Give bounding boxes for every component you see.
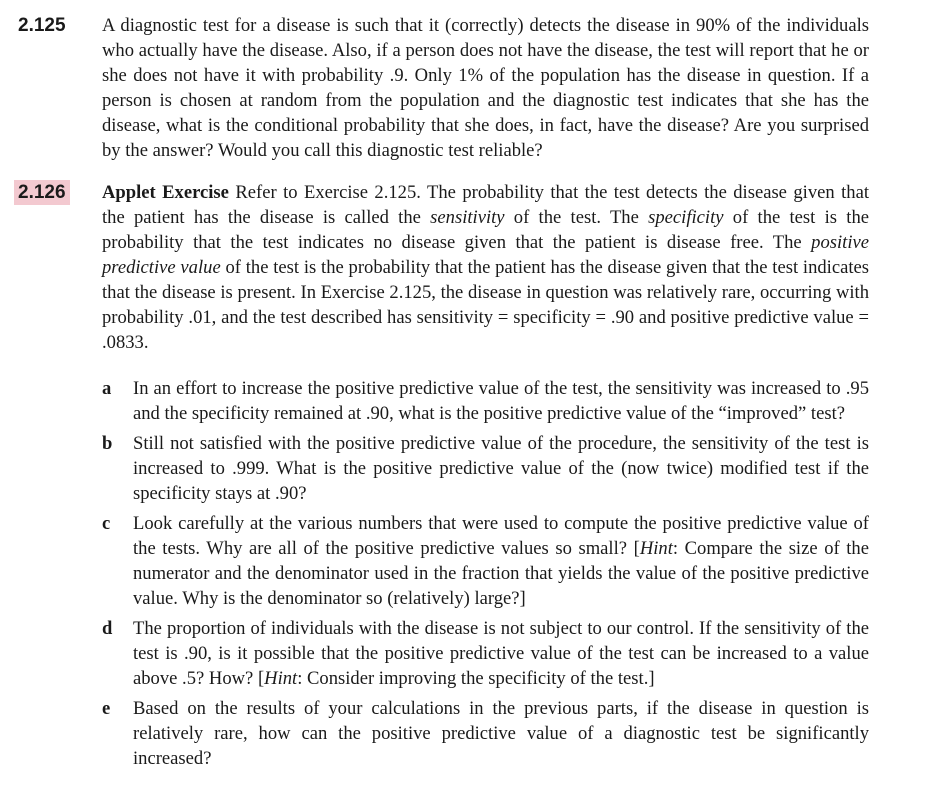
hint-label: Hint [639,538,673,559]
exercise-intro [102,180,869,355]
part-e [0,696,940,771]
part-letter: a [102,378,112,399]
applet-exercise-title: Applet Exercise [102,182,229,203]
exercise-parts [0,376,940,776]
part-a [0,376,940,426]
part-letter: c [102,513,111,534]
part-text-segment: Look carefully at the various numbers that were used to compute the positive predictive value of the tests. Why are all of the positive predictive values so small? [ [133,513,869,559]
part-text [133,511,869,611]
intro-text: of the test. The [504,207,649,228]
exercise-number: 2.125 [18,15,66,36]
part-c [0,511,940,611]
intro-text: of the test is the probability that the test indicates no disease given that the patient is disease free. The [102,207,869,253]
part-text [133,616,869,691]
part-text: Still not satisfied with the positive predictive value of the procedure, the sensitivity of the test is increased to .999. What is the positive predictive value of the (now twice) modified test if the specificity stays at .90? [133,433,869,504]
part-text: Based on the results of your calculations in the previous parts, if the disease in question is relatively rare, how can the positive predictive value of a diagnostic test be significantly increased? [133,698,869,769]
part-letter: d [102,618,113,639]
term-sensitivity: sensitivity [430,207,505,228]
intro-text: of the test is the probability that the patient has the disease given that the test indicates that the disease is present. In Exercise 2.125, the disease in question was relatively rare, occurring with probability .01, and the test described has sensitivity = specificity = .90 and positive predictive value = .0833. [102,257,869,353]
exercise-text: A diagnostic test for a disease is such that it (correctly) detects the disease in 90% of the individuals who actually have the disease. Also, if a person does not have the disease, the test will report that he or she does not have it with probability .9. Only 1% of the population has the disease in question. If a person is chosen at random from the population and the diagnostic test indicates that she has the disease, what is the conditional probability that she does, in fact, have the disease? Are you surprised by the answer? Would you call this diagnostic test reliable? [102,15,869,161]
hint-label: Hint [264,668,298,689]
term-specificity: specificity [648,207,724,228]
intro-text: Refer to Exercise 2.125. The probability that the test detects the disease given that the patient has the disease is called the [102,182,869,228]
part-text-segment: : Compare the size of the numerator and the denominator used in the fraction that yields the value of the positive predictive value. Why is the denominator so (relatively) large?] [133,538,869,609]
part-letter: e [102,698,111,719]
part-letter: b [102,433,113,454]
part-text-segment: : Consider improving the specificity of the test.] [297,668,655,689]
part-text: In an effort to increase the positive predictive value of the test, the sensitivity was increased to .95 and the specificity remained at .90, what is the positive predictive value of the “improved” test? [133,378,869,424]
part-b [0,431,940,506]
exercise-number: 2.126 [14,180,70,205]
part-d [0,616,940,691]
part-text-segment: The proportion of individuals with the disease is not subject to our control. If the sensitivity of the test is .90, is it possible that the positive predictive value of the test can be increased to a value above .5? How? [ [133,618,869,689]
term-positive-predictive-value: positive predictive value [102,232,869,278]
